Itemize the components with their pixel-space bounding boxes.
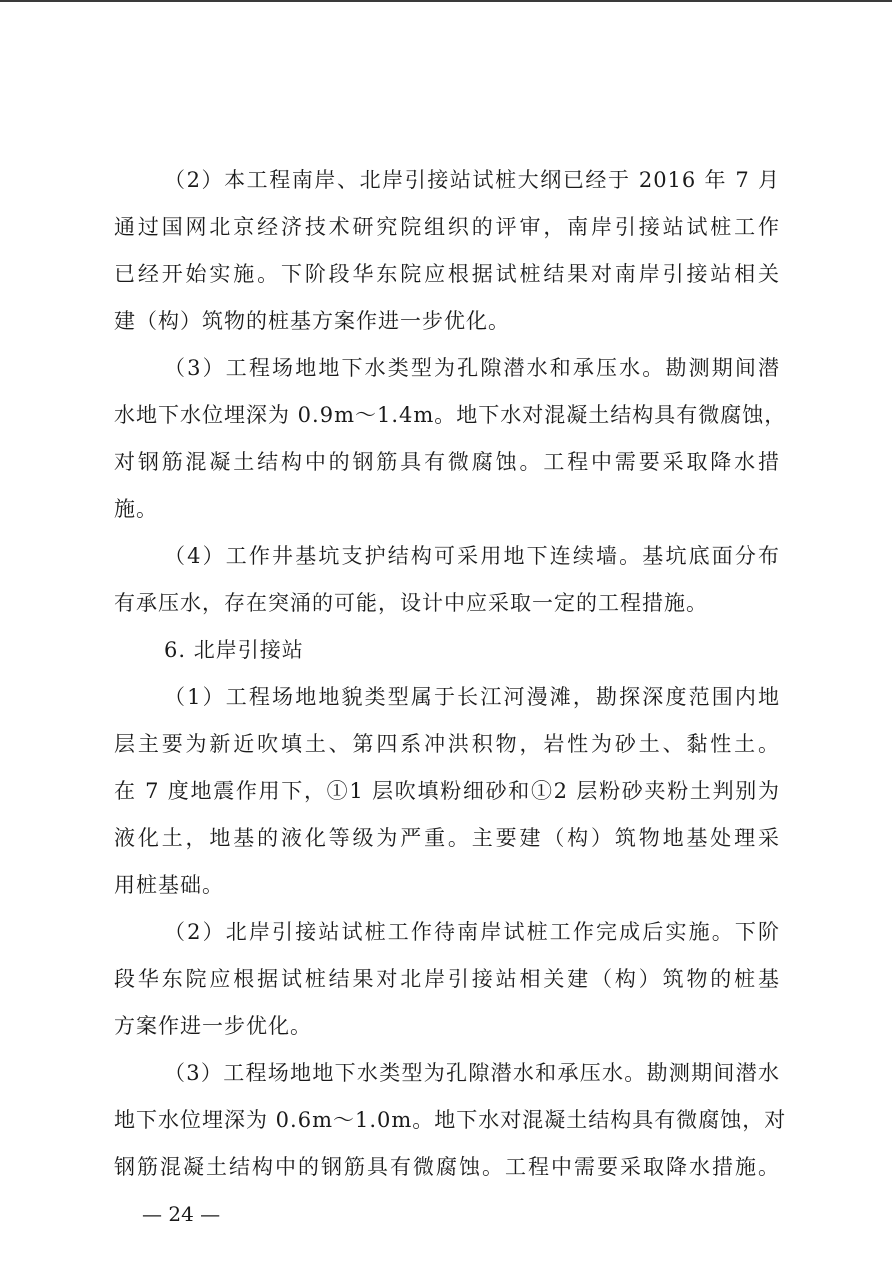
- paragraph-line: （3）工程场地地下水类型为孔隙潜水和承压水。勘测期间潜: [164, 356, 780, 380]
- paragraph-line: 已经开始实施。下阶段华东院应根据试桩结果对南岸引接站相关: [114, 262, 780, 286]
- paragraph-line: 段华东院应根据试桩结果对北岸引接站相关建（构）筑物的桩基: [114, 967, 780, 991]
- paragraph-line: 通过国网北京经济技术研究院组织的评审，南岸引接站试桩工作: [114, 215, 780, 239]
- paragraph-line: 液化土，地基的液化等级为严重。主要建（构）筑物地基处理采: [114, 826, 780, 850]
- paragraph-line: （2）本工程南岸、北岸引接站试桩大纲已经于 2016 年 7 月: [164, 168, 780, 192]
- paragraph-line: 建（构）筑物的桩基方案作进一步优化。: [114, 309, 510, 333]
- paragraph-line: 钢筋混凝土结构中的钢筋具有微腐蚀。工程中需要采取降水措施。: [114, 1155, 780, 1179]
- paragraph-line: 用桩基础。: [114, 873, 224, 897]
- paragraph-line: （1）工程场地地貌类型属于长江河漫滩，勘探深度范围内地: [164, 685, 780, 709]
- paragraph-line: 对钢筋混凝土结构中的钢筋具有微腐蚀。工程中需要采取降水措: [114, 450, 780, 474]
- paragraph-line: （4）工作井基坑支护结构可采用地下连续墙。基坑底面分布: [164, 544, 780, 568]
- section-heading: 6. 北岸引接站: [164, 638, 304, 662]
- paragraph-line: （3）工程场地地下水类型为孔隙潜水和承压水。勘测期间潜水: [164, 1061, 780, 1085]
- paragraph-line: 在 7 度地震作用下，①1 层吹填粉细砂和①2 层粉砂夹粉土判别为: [114, 779, 780, 803]
- paragraph-line: 施。: [114, 497, 158, 521]
- paragraph-line: 层主要为新近吹填土、第四系冲洪积物，岩性为砂土、黏性土。: [114, 732, 780, 756]
- paragraph-line: 水地下水位埋深为 0.9m～1.4m。地下水对混凝土结构具有微腐蚀，: [114, 403, 787, 427]
- paragraph-line: （2）北岸引接站试桩工作待南岸试桩工作完成后实施。下阶: [164, 920, 780, 944]
- paragraph-line: 方案作进一步优化。: [114, 1014, 312, 1038]
- page-number: — 24 —: [142, 1202, 221, 1226]
- paragraph-line: 有承压水，存在突涌的可能，设计中应采取一定的工程措施。: [114, 591, 708, 615]
- paragraph-line: 地下水位埋深为 0.6m～1.0m。地下水对混凝土结构具有微腐蚀，对: [114, 1108, 787, 1132]
